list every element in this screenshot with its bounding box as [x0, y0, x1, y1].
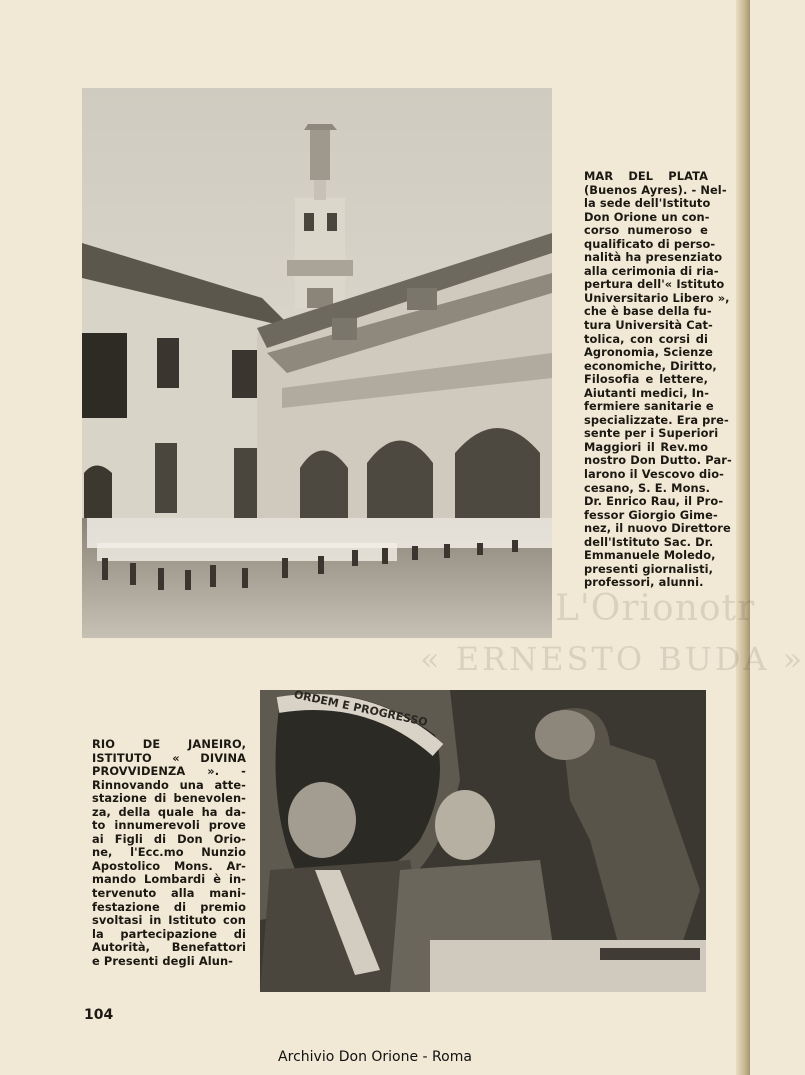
caption-mar-del-plata-line: che è base della fu- — [584, 304, 712, 319]
caption-mar-del-plata-line: Emmanuele Moledo, — [584, 548, 716, 563]
caption-mar-del-plata-line: cesano, S. E. Mons. — [584, 480, 711, 495]
page-edge-shadow — [736, 0, 750, 1075]
caption-mar-del-plata-line: professori, alunni. — [584, 575, 704, 590]
caption-mar-del-plata-line: nostro Don Dutto. Par- — [584, 453, 732, 468]
caption-rio-line: ai Figli di Don Orio- — [92, 831, 246, 846]
caption-rio-line: stazione di benevolen- — [92, 791, 246, 806]
ceremony-illustration — [260, 687, 706, 992]
caption-rio-line: Rinnovando una atte- — [92, 777, 246, 792]
caption-mar-del-plata-line: Don Orione un con- — [584, 209, 710, 224]
courtyard-illustration — [82, 88, 552, 638]
caption-mar-del-plata-line: Maggiori il Rev.mo — [584, 439, 708, 454]
photo-mar-del-plata — [82, 88, 552, 638]
caption-mar-del-plata-line: pertura dell'« Istituto — [584, 277, 725, 292]
caption-mar-del-plata-line: specializzate. Era pre- — [584, 412, 729, 427]
caption-rio-line: PROVVIDENZA ». - — [92, 764, 246, 779]
caption-rio-line: e Presenti degli Alun- — [92, 953, 233, 968]
caption-rio-line: RIO DE JANEIRO, — [92, 737, 246, 751]
caption-mar-del-plata-line: larono il Vescovo dio- — [584, 467, 725, 482]
caption-mar-del-plata-line: nez, il nuovo Direttore — [584, 521, 731, 536]
caption-rio-de-janeiro — [92, 738, 246, 968]
caption-mar-del-plata-line: nalità ha presenziato — [584, 250, 723, 265]
bleed-through-title: L'Orionotr — [555, 588, 756, 629]
caption-mar-del-plata-line: la sede dell'Istituto — [584, 196, 711, 211]
caption-mar-del-plata-line: sente per i Superiori — [584, 426, 719, 441]
caption-mar-del-plata-line: fessor Giorgio Gime- — [584, 507, 718, 522]
caption-rio-line: ISTITUTO « DIVINA — [92, 750, 246, 765]
caption-mar-del-plata-line: dell'Istituto Sac. Dr. — [584, 534, 714, 549]
caption-mar-del-plata-line: Aiutanti medici, In- — [584, 385, 710, 400]
caption-mar-del-plata-line: tolica, con corsi di — [584, 331, 708, 346]
caption-rio-line: la partecipazione di — [92, 926, 246, 941]
caption-rio-line: festazione di premio — [92, 899, 246, 914]
caption-rio-line: tervenuto alla mani- — [92, 886, 246, 901]
caption-mar-del-plata-line: Agronomia, Scienze — [584, 345, 713, 360]
caption-mar-del-plata-line: economiche, Diritto, — [584, 358, 717, 373]
flag-motto: ORDEM E PROGRESSO — [292, 687, 429, 729]
caption-rio-line: za, della quale ha da- — [92, 804, 246, 819]
bleed-through-subtitle: « ERNESTO BUDA » — [420, 640, 805, 678]
caption-mar-del-plata-line: alla cerimonia di ria- — [584, 263, 719, 278]
caption-rio-line: Autorità, Benefattori — [92, 940, 246, 955]
caption-mar-del-plata-line: presenti giornalisti, — [584, 561, 714, 576]
caption-mar-del-plata-line: Dr. Enrico Rau, il Pro- — [584, 494, 724, 509]
caption-rio-line: Apostolico Mons. Ar- — [92, 858, 246, 873]
caption-rio-line: to innumerevoli prove — [92, 818, 246, 833]
photo-rio-de-janeiro — [260, 687, 706, 992]
caption-rio-line: mando Lombardi è in- — [92, 872, 246, 887]
caption-mar-del-plata-line: qualificato di perso- — [584, 236, 716, 251]
caption-rio-line: svoltasi in Istituto con — [92, 913, 246, 928]
caption-mar-del-plata-line: Universitario Libero », — [584, 290, 730, 305]
caption-mar-del-plata-line: fermiere sanitarie e — [584, 399, 714, 414]
caption-mar-del-plata-line: corso numeroso e — [584, 223, 708, 238]
caption-mar-del-plata-line: Filosofia e lettere, — [584, 372, 708, 387]
caption-mar-del-plata-line: (Buenos Ayres). - Nel- — [584, 182, 727, 197]
page-number: 104 — [84, 1007, 114, 1023]
caption-mar-del-plata-line: tura Università Cat- — [584, 318, 713, 333]
archive-watermark: Archivio Don Orione - Roma — [278, 1049, 472, 1065]
caption-mar-del-plata — [584, 169, 732, 590]
caption-mar-del-plata-line: MAR DEL PLATA — [584, 169, 708, 183]
caption-rio-line: ne, l'Ecc.mo Nunzio — [92, 845, 246, 860]
